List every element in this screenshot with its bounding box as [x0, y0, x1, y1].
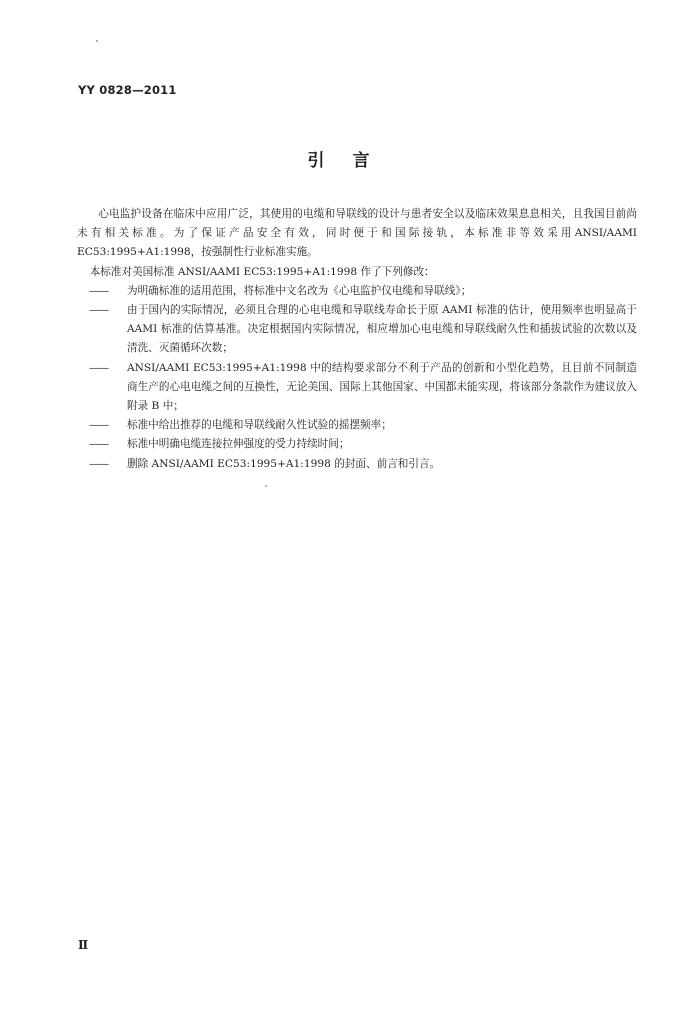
dash-marker: —— — [89, 438, 109, 451]
list-item-text: 删除 ANSI/AAMI EC53:1995+A1:1998 的封面、前言和引言。 — [127, 457, 441, 470]
list-item — [77, 455, 637, 474]
list-item-text: ANSI/AAMI EC53:1995+A1:1998 中的结构要求部分不利于产品的创新和小型化趋势，且目前不同制造商生产的心电电缆之间的互换性，无论美国、国际上其他国家、中国都未能实现，将该部分条款作为建议放入附录 B 中； — [127, 361, 637, 413]
dash-marker: —— — [89, 419, 109, 432]
intro-paragraph: 心电监护设备在临床中应用广泛，其使用的电缆和导联线的设计与患者安全以及临床效果息息相关，且我国目前尚未有相关标准。为了保证产品安全有效，同时便于和国际接轨，本标准非等效采用ANSI/AAMI EC53:1995+A1:1998，按强制性行业标准实施。 — [77, 208, 637, 259]
scan-speck — [265, 485, 267, 487]
standard-code: YY 0828—2011 — [78, 83, 177, 97]
list-item-text: 为明确标准的适用范围，将标准中文名改为《心电监护仪电缆和导联线》； — [127, 284, 472, 297]
list-item — [77, 359, 637, 417]
dash-marker: —— — [89, 284, 109, 297]
page-title: 引言 — [307, 151, 398, 171]
dash-marker: —— — [89, 304, 109, 317]
list-item-text: 由于国内的实际情况，必须且合理的心电电缆和导联线寿命长于原 AAMI 标准的估计，使用频率也明显高于 AAMI 标准的估算基准。决定根据国内实际情况，相应增加心电电缆和导联线耐久性和插拔试验的次数以及清洗、灭菌循环次数； — [127, 304, 637, 355]
dash-marker: —— — [89, 457, 109, 470]
list-item-text: 标准中给出推荐的电缆和导联线耐久性试验的摇摆频率； — [127, 419, 392, 432]
page-number: Ⅱ — [78, 938, 89, 952]
list-item — [77, 416, 637, 435]
list-item — [77, 435, 637, 454]
scan-speck — [96, 40, 98, 42]
list-item-text: 标准中明确电缆连接拉伸强度的受力持续时间； — [127, 438, 350, 451]
list-item — [77, 282, 637, 301]
modification-intro: 本标准对美国标准 ANSI/AAMI EC53:1995+A1:1998 作了下列修改： — [89, 265, 435, 278]
list-item — [77, 301, 637, 359]
body-text — [77, 205, 637, 474]
dash-marker: —— — [89, 361, 109, 374]
